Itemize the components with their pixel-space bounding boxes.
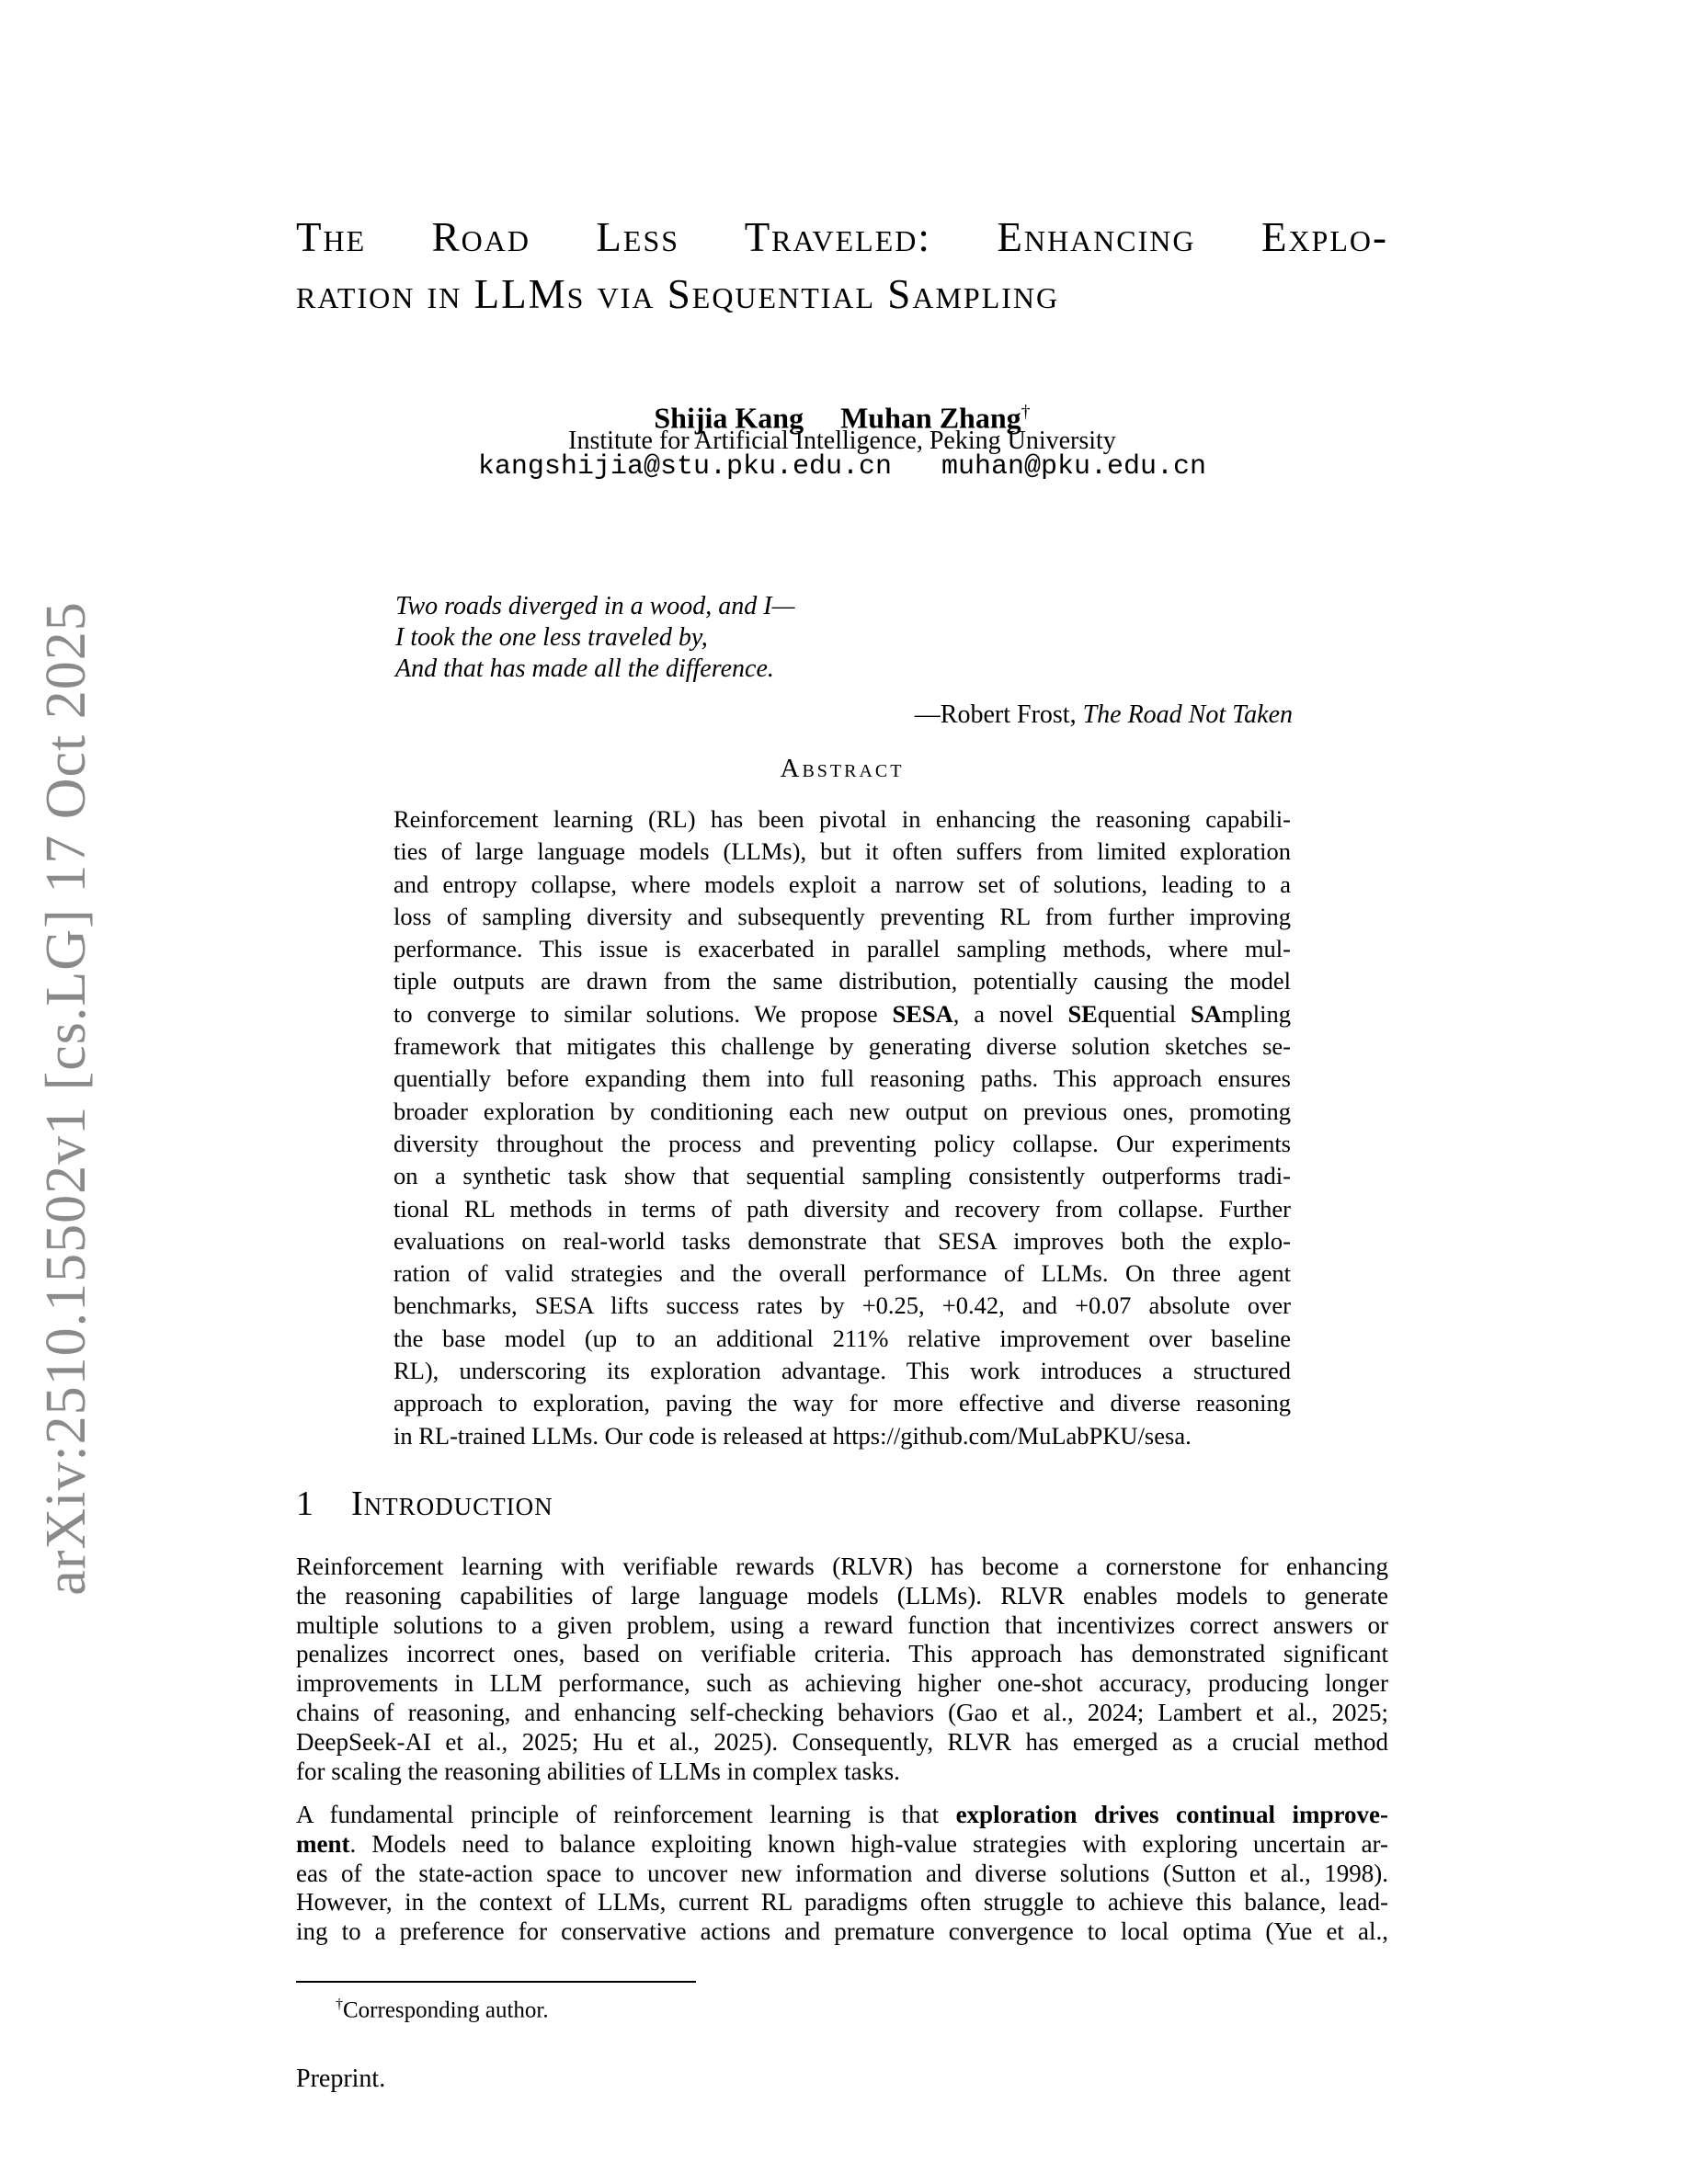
body-text-line: ment. Models need to balance exploiting known high-value strategies with exploring uncertain ar- xyxy=(296,1829,1388,1858)
intro-paragraph-2 xyxy=(296,1801,1388,1947)
abstract-line: tional RL methods in terms of path diversity and recovery from collapse. Further xyxy=(393,1194,1291,1223)
abstract-line: quentially before expanding them into full reasoning paths. This approach ensures xyxy=(393,1064,1291,1093)
intro-paragraph-1 xyxy=(296,1553,1388,1786)
abstract-line: diversity throughout the process and preventing policy collapse. Our experiments xyxy=(393,1129,1291,1157)
abstract-line: performance. This issue is exacerbated in parallel sampling methods, where mul- xyxy=(393,935,1291,963)
abstract-line: the base model (up to an additional 211% relative improvement over baseline xyxy=(393,1324,1291,1352)
abstract-line: evaluations on real-world tasks demonstrate that SESA improves both the explo- xyxy=(393,1226,1291,1255)
abstract-line: to converge to similar solutions. We propose SESA, a novel SEquential SAmpling xyxy=(393,999,1292,1028)
body-text-line: improvements in LLM performance, such as achieving higher one-shot accuracy, producing longer xyxy=(296,1669,1388,1698)
corresponding-author-footnote: †Corresponding author. xyxy=(336,1996,549,2023)
body-text-line: However, in the context of LLMs, current RL paradigms often struggle to achieve this balance, lead- xyxy=(296,1888,1388,1917)
abstract-line: Reinforcement learning (RL) has been pivotal in enhancing the reasoning capabili- xyxy=(393,805,1291,833)
abstract-line: ration of valid strategies and the overall performance of LLMs. On three agent xyxy=(393,1259,1291,1288)
abstract-heading: Abstract xyxy=(780,754,905,783)
body-text-line: for scaling the reasoning abilities of LLMs in complex tasks. xyxy=(296,1757,900,1785)
abstract-line: approach to exploration, paving the way for more effective and diverse reasoning xyxy=(393,1389,1291,1417)
body-text-line: A fundamental principle of reinforcement learning is that exploration drives continual improve- xyxy=(296,1801,1388,1828)
paper-title xyxy=(296,209,1388,323)
title-line-1: The Road Less Traveled: Enhancing Explo- xyxy=(296,214,1388,260)
epigraph-line: And that has made all the difference. xyxy=(395,654,774,683)
preprint-note: Preprint. xyxy=(296,2065,386,2093)
abstract-line: in RL-trained LLMs. Our code is released at https://github.com/MuLabPKU/sesa. xyxy=(393,1421,1192,1450)
epigraph-attribution: —Robert Frost, The Road Not Taken xyxy=(914,700,1293,729)
body-text-line: chains of reasoning, and enhancing self-checking behaviors (Gao et al., 2024; Lambert et al., 2025; xyxy=(296,1698,1388,1726)
body-text-line: multiple solutions to a given problem, using a reward function that incentivizes correct answers or xyxy=(296,1610,1388,1639)
title-line-2: ration in LLMs via Sequential Sampling xyxy=(296,271,1060,317)
author-emails: kangshijia@stu.pku.edu.cn muhan@pku.edu.cn xyxy=(477,451,1207,483)
abstract-line: and entropy collapse, where models exploit a narrow set of solutions, leading to a xyxy=(393,870,1291,898)
epigraph-line: I took the one less traveled by, xyxy=(395,623,708,652)
epigraph xyxy=(395,591,1293,685)
abstract-line: benchmarks, SESA lifts success rates by +0.25, +0.42, and +0.07 absolute over xyxy=(393,1291,1291,1320)
abstract-line: loss of sampling diversity and subsequently preventing RL from further improving xyxy=(393,902,1291,930)
body-text-line: DeepSeek-AI et al., 2025; Hu et al., 2025). Consequently, RLVR has emerged as a crucial method xyxy=(296,1727,1388,1756)
abstract-line: ties of large language models (LLMs), but it often suffers from limited exploration xyxy=(393,837,1291,866)
section-number: 1 xyxy=(296,1484,314,1523)
arxiv-watermark: arXiv:2510.15502v1 [cs.LG] 17 Oct 2025 xyxy=(35,601,97,1596)
body-text-line: penalizes incorrect ones, based on verifiable criteria. This approach has demonstrated significant xyxy=(296,1640,1388,1668)
author-names: Shijia Kang Muhan Zhang† xyxy=(654,401,1031,435)
abstract-body xyxy=(393,803,1291,1452)
epigraph-line: Two roads diverged in a wood, and I— xyxy=(395,592,795,620)
section-heading-introduction xyxy=(296,1484,1388,1524)
body-text-line: Reinforcement learning with verifiable rewards (RLVR) has become a cornerstone for enhancing xyxy=(296,1553,1388,1580)
body-text-line: the reasoning capabilities of large language models (LLMs). RLVR enables models to generate xyxy=(296,1581,1388,1610)
abstract-line: broader exploration by conditioning each new output on previous ones, promoting xyxy=(393,1097,1291,1125)
body-text-line: ing to a preference for conservative actions and premature convergence to local optima (Yue et al., xyxy=(296,1917,1388,1946)
abstract-line: RL), underscoring its exploration advantage. This work introduces a structured xyxy=(393,1357,1291,1385)
abstract-line: on a synthetic task show that sequential sampling consistently outperforms tradi- xyxy=(393,1162,1291,1190)
footnote-rule xyxy=(296,1981,696,1983)
section-title: Introduction xyxy=(351,1484,553,1523)
abstract-line: framework that mitigates this challenge by generating diverse solution sketches se- xyxy=(393,1032,1291,1061)
body-text-line: eas of the state-action space to uncover new information and diverse solutions (Sutton et al., 1998). xyxy=(296,1859,1388,1887)
affiliation: Institute for Artificial Intelligence, Peking University xyxy=(568,427,1116,455)
abstract-line: tiple outputs are drawn from the same distribution, potentially causing the model xyxy=(393,967,1291,995)
